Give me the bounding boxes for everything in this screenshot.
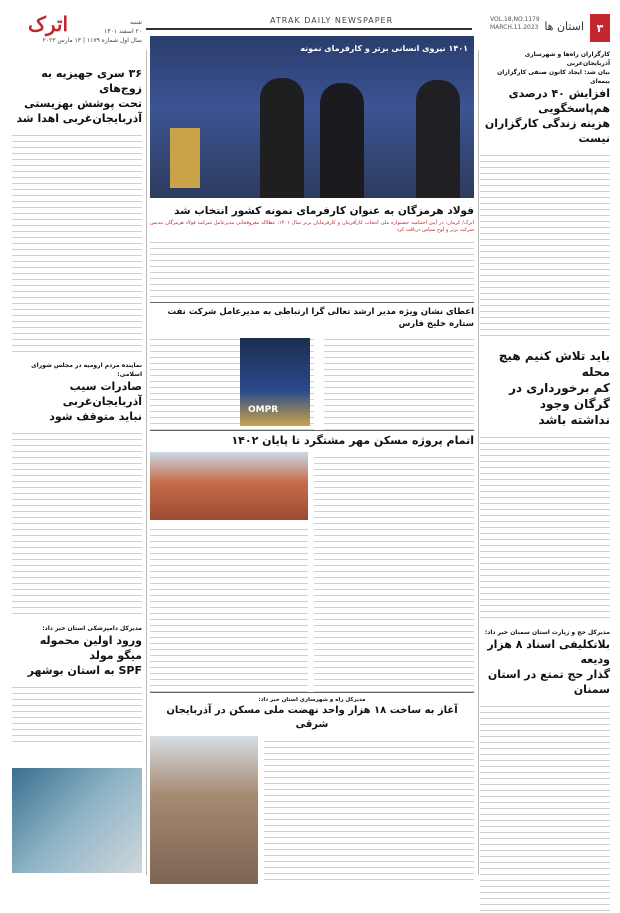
- housing-article-body: [314, 452, 474, 692]
- page-number: ۳: [590, 14, 610, 42]
- housing-article: [150, 433, 474, 692]
- bottom-article-headline: آغاز به ساخت ۱۸ هزار واحد نهضت ملی مسکن در آذربایجان شرقی: [166, 705, 458, 730]
- english-date: MARCH.11.2023: [490, 24, 539, 31]
- left-article1-body: [12, 130, 142, 355]
- top-article-lead: اترک/ کرمان: در آیین اختتامیه جشنواره ملی انتخاب کارآفرینان و کارفرمایان برتر سال ۱۴۰۱، عطااله معروفخانی مدیرعامل شرکت فولاد هرمزگان تندیس شرکت برتر و لوح سپاس دریافت کرد: [150, 220, 474, 233]
- award-plaque-photo: [240, 338, 310, 426]
- top-article-body: [150, 237, 474, 297]
- section-title: استان ها: [544, 20, 584, 33]
- masthead-logo-area: [12, 12, 142, 56]
- section-divider: [150, 692, 474, 693]
- left-article3-body: [12, 682, 142, 742]
- housing-article-content: [150, 452, 474, 692]
- left-article1-headline2: تحت پوشش بهزیستی: [24, 97, 142, 110]
- construction-photo: [150, 736, 258, 884]
- middle-article-body: [324, 334, 474, 430]
- masthead-rule: [146, 28, 472, 30]
- right-article1-headline: افزایش ۴۰ درصدی هم‌پاسخگویی: [508, 87, 610, 115]
- page-header: [490, 14, 610, 42]
- right-column: [480, 50, 610, 913]
- middle-article-headline: اعطای نشان ویژه مدیر ارشد تعالی گرا ارتباطی به مدیرعامل شرکت نفت ستاره خلیج فارس: [167, 307, 474, 329]
- left-article2-headline: صادرات سیب آذربایجان‌غربی: [62, 380, 142, 408]
- right-article3-headline2: گذار حج تمتع در استان سمنان: [487, 668, 610, 696]
- person-figure: [320, 83, 364, 198]
- left-article3-kicker: مدیرکل دامپزشکی استان خبر داد:: [42, 625, 142, 632]
- right-article2-headline2: کم برخورداری در گرگان وجود: [508, 381, 610, 411]
- lab-photo: [12, 768, 142, 873]
- right-article2-headline3: نداشته باشد: [538, 413, 610, 427]
- housing-article-headline: اتمام پروژه مسکن مهر مشتگرد تا پایان ۱۴۰۲: [231, 434, 474, 447]
- english-masthead: ATRAK DAILY NEWSPAPER: [270, 16, 394, 25]
- bottom-article: [150, 696, 474, 884]
- newspaper-logo: اترک: [27, 12, 68, 36]
- right-article2-headline: باید تلاش کنیم هیچ محله: [498, 349, 610, 379]
- left-article1-headline3: آذربایجان‌غربی اهدا شد: [16, 112, 142, 125]
- date-weekday: شنبه: [130, 19, 142, 26]
- middle-article: [150, 306, 474, 430]
- right-article2-body: [480, 432, 610, 622]
- left-article2-body: [12, 428, 142, 618]
- section-divider: [150, 302, 474, 303]
- top-article-headline: فولاد هرمزگان به عنوان کارفرمای نمونه کشور انتخاب شد: [174, 205, 474, 217]
- bottom-article-kicker: مدیرکل راه و شهرسازی استان خبر داد:: [258, 697, 366, 703]
- top-article: [150, 204, 474, 297]
- middle-article-content: [150, 334, 474, 430]
- volume-info: [490, 16, 540, 32]
- right-article1-headline2: هزینه زندگی کارگزاران نیست: [484, 117, 610, 145]
- right-article3-kicker: مدیرکل حج و زیارت استان سمنان خبر داد:: [484, 629, 610, 636]
- housing-photo: [150, 452, 308, 520]
- date-issue: سال اول شماره ۱۱۷۹ | ۱۳ مارس ۲۰۲۳: [42, 37, 142, 44]
- bottom-article-body: [264, 736, 474, 884]
- right-article1-kicker2: بیان شد: ایجاد کانون صنفی کارگزاران بیمه‌ای: [497, 69, 610, 85]
- housing-article-body2: [150, 524, 308, 692]
- left-article2-headline2: نباید متوقف شود: [49, 410, 142, 423]
- right-article3-body: [480, 701, 610, 913]
- right-article3-headline: بلاتکلیفی اسناد ۸ هزار ودیعه: [487, 638, 610, 666]
- right-article1-body: [480, 150, 610, 340]
- person-figure: [260, 78, 304, 198]
- bottom-article-content: [150, 736, 474, 884]
- award-trophy: [170, 128, 200, 188]
- left-column: [12, 66, 142, 742]
- left-article1-headline: ۳۶ سری جهیزیه به زوج‌های: [41, 67, 142, 95]
- person-figure: [416, 80, 460, 198]
- left-article3-headline: ورود اولین محموله میگو مولد: [39, 634, 142, 662]
- date-persian: ۲۰ اسفند ۱۴۰۱: [104, 28, 142, 35]
- masthead-date: [43, 18, 142, 45]
- volume-number: VOL.18,NO.1179: [490, 16, 540, 23]
- section-divider: [150, 430, 474, 431]
- column-divider-left: [146, 50, 147, 875]
- left-article2-kicker: نماینده مردم ارومیه در مجلس شورای اسلامی:: [31, 362, 142, 378]
- ceremony-banner-text: ۱۴۰۱ نیروی انسانی برتر و کارفرمای نمونه: [300, 44, 468, 53]
- column-divider-right: [478, 50, 479, 875]
- right-article1-kicker: کارگزاران راه‌ها و شهرسازی آذربایجان‌غربی: [524, 51, 610, 67]
- left-article3-headline2: SPF به استان بوشهر: [27, 664, 142, 677]
- award-logo-text: OMPR: [248, 405, 279, 415]
- ceremony-photo: [150, 36, 474, 198]
